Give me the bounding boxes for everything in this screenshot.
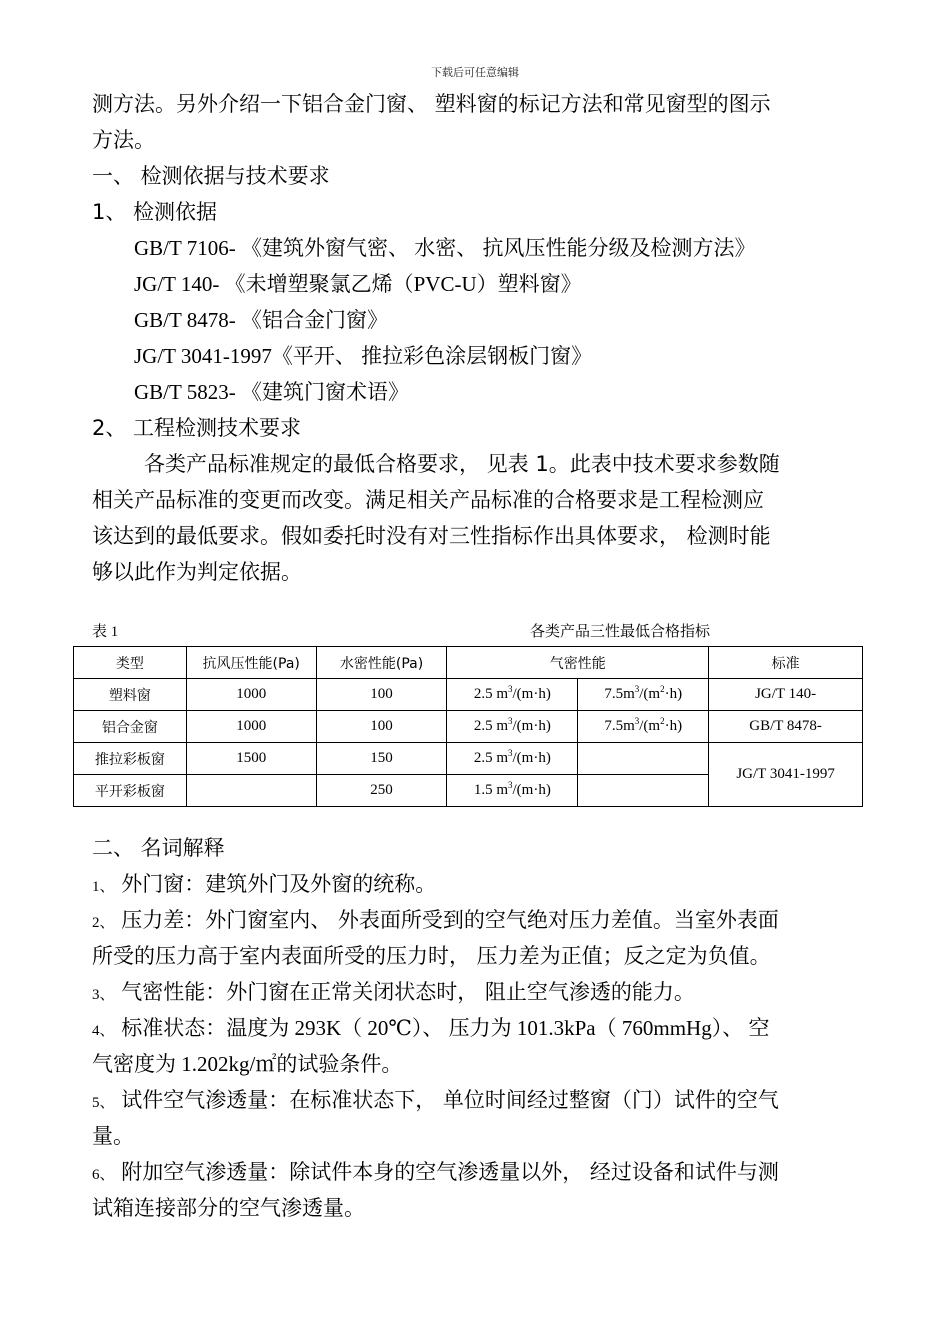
- cell-standard: JG/T 3041-1997: [709, 743, 863, 807]
- table-caption: [92, 620, 862, 642]
- section-2-title: 二、 名词解释: [92, 836, 225, 860]
- paragraph-line: 相关产品标准的变更而改变。满足相关产品标准的合格要求是工程检测应: [92, 488, 764, 512]
- header-air: 气密性能: [447, 647, 709, 679]
- cell-water: 100: [316, 679, 447, 711]
- cell-air-2: [578, 775, 709, 807]
- upper-text-block: [92, 86, 862, 590]
- paragraph-line: 该达到的最低要求。假如委托时没有对三性指标作出具体要求， 检测时能: [92, 524, 771, 548]
- cell-water: 100: [316, 711, 447, 743]
- cell-wind: 1500: [186, 743, 316, 775]
- subsection-2-title: 2、 工程检测技术要求: [92, 416, 302, 440]
- table-row: [74, 679, 863, 711]
- cell-standard: JG/T 140-: [709, 679, 863, 711]
- cell-wind: 1000: [186, 679, 316, 711]
- standard-item: JG/T 3041-1997《平开、 推拉彩色涂层钢板门窗》: [134, 344, 593, 368]
- header-standard: 标准: [709, 647, 863, 679]
- cell-wind: [186, 775, 316, 807]
- definition-continuation: 量。: [92, 1124, 134, 1148]
- spec-table: [73, 646, 863, 807]
- subsection-1-title: 1、 检测依据: [92, 200, 218, 224]
- cell-water: 150: [316, 743, 447, 775]
- standard-item: GB/T 8478- 《铝合金门窗》: [134, 308, 388, 332]
- cell-air-1: 2.5 $m^3/(m\cdot h)$: [447, 711, 578, 743]
- cell-air-2: $7.5m^3/(m^2\cdot h)$: [578, 711, 709, 743]
- standard-item: JG/T 140- 《未增塑聚氯乙烯（PVC-U）塑料窗》: [134, 272, 582, 296]
- header-type: 类型: [74, 647, 187, 679]
- lower-text-block: [92, 830, 862, 1226]
- cell-water: 250: [316, 775, 447, 807]
- definition-item: 4、 标准状态：温度为 293K（ 20℃）、 压力为 101.3kPa（ 760mmHg）、 空: [92, 1016, 770, 1040]
- cell-air-2: [578, 743, 709, 775]
- cell-air-1: 2.5 $m^3/(m\cdot h)$: [447, 743, 578, 775]
- cell-type: 推拉彩板窗: [74, 743, 187, 775]
- definition-item: 5、 试件空气渗透量：在标准状态下， 单位时间经过整窗（门）试件的空气: [92, 1088, 779, 1112]
- definition-item: 2、 压力差：外门窗室内、 外表面所受到的空气绝对压力差值。当室外表面: [92, 908, 779, 932]
- cell-type: 铝合金窗: [74, 711, 187, 743]
- header-water: 水密性能(Pa): [316, 647, 447, 679]
- table-title: 各类产品三性最低合格指标: [530, 622, 711, 640]
- cell-type: 塑料窗: [74, 679, 187, 711]
- table-header-row: [74, 647, 863, 679]
- intro-line-2: 方法。: [92, 128, 155, 152]
- definition-continuation: 气密度为 1.202kg/㎡的试验条件。: [92, 1052, 403, 1076]
- paragraph-line: 各类产品标准规定的最低合格要求， 见表 1。此表中技术要求参数随: [144, 452, 780, 476]
- definition-continuation: 试箱连接部分的空气渗透量。: [92, 1196, 365, 1220]
- definition-item: 3、 气密性能：外门窗在正常关闭状态时， 阻止空气渗透的能力。: [92, 980, 695, 1004]
- paragraph-line: 够以此作为判定依据。: [92, 560, 302, 584]
- standard-item: GB/T 7106- 《建筑外窗气密、 水密、 抗风压性能分级及检测方法》: [134, 236, 756, 260]
- cell-air-2: $7.5m^3/(m^2\cdot h)$: [578, 679, 709, 711]
- cell-wind: 1000: [186, 711, 316, 743]
- definition-continuation: 所受的压力高于室内表面所受的压力时， 压力差为正值；反之定为负值。: [92, 944, 771, 968]
- table-label: 表 1: [92, 624, 119, 640]
- cell-air-1: 1.5 $m^3/(m\cdot h)$: [447, 775, 578, 807]
- definition-item: 6、 附加空气渗透量：除试件本身的空气渗透量以外， 经过设备和试件与测: [92, 1160, 779, 1184]
- cell-type: 平开彩板窗: [74, 775, 187, 807]
- cell-standard: GB/T 8478-: [709, 711, 863, 743]
- table-row: [74, 711, 863, 743]
- intro-line-1: 测方法。另外介绍一下铝合金门窗、 塑料窗的标记方法和常见窗型的图示: [92, 92, 771, 116]
- standard-item: GB/T 5823- 《建筑门窗术语》: [134, 380, 409, 404]
- definition-item: 1、 外门窗：建筑外门及外窗的统称。: [92, 872, 437, 896]
- header-wind: 抗风压性能(Pa): [186, 647, 316, 679]
- page-header: 下载后可任意编辑: [431, 66, 519, 79]
- table-row: [74, 743, 863, 775]
- section-1-title: 一、 检测依据与技术要求: [92, 164, 330, 188]
- cell-air-1: 2.5 $m^3/(m\cdot h)$: [447, 679, 578, 711]
